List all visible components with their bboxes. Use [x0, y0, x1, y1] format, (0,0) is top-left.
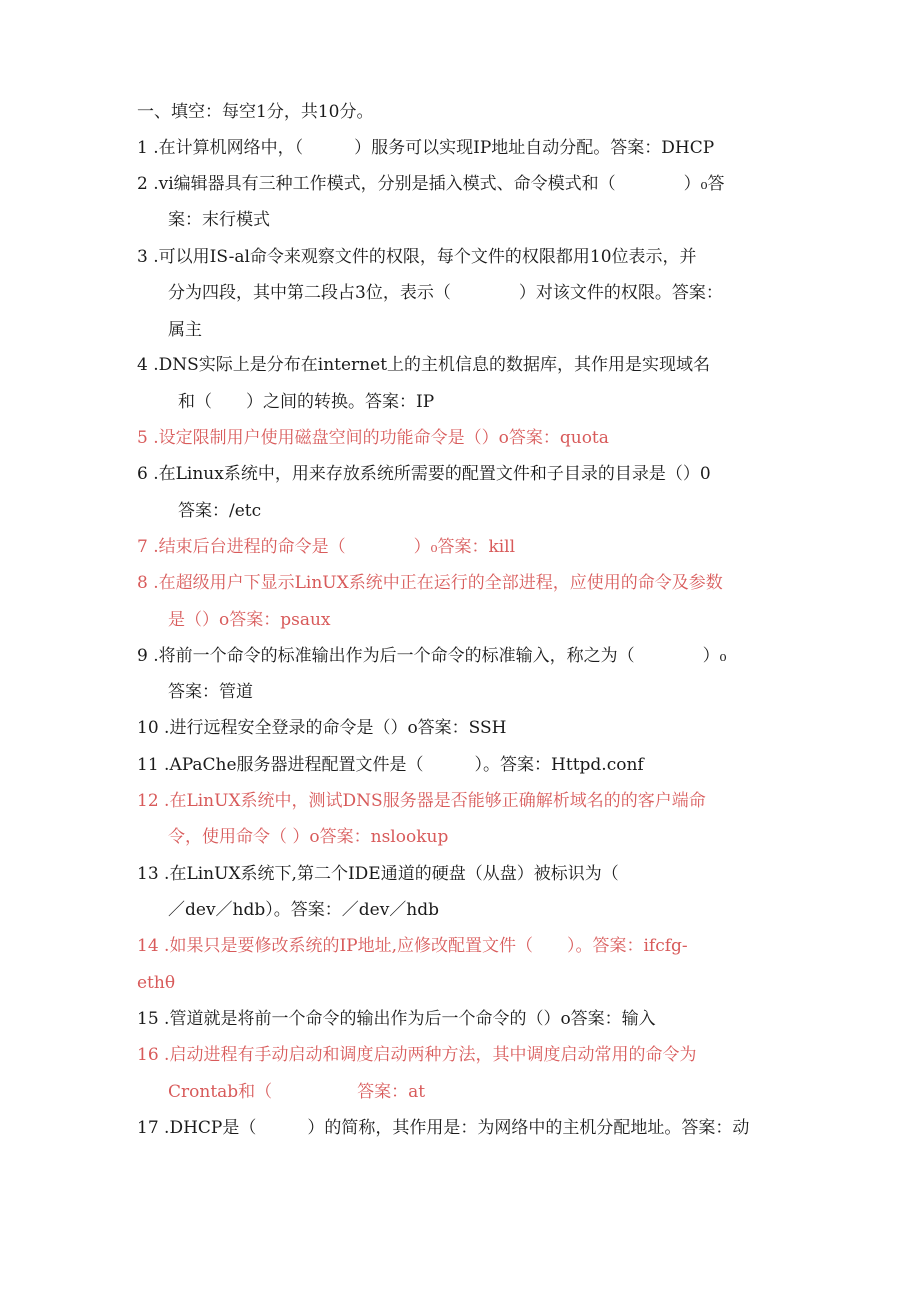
question-6-line-2: 答案：/etc — [178, 501, 262, 521]
question-13-line-2: ／dev／hdb）。答案：／dev／hdb — [168, 900, 440, 920]
question-1-line-1: 1 .在计算机网络中，（ ）服务可以实现IP地址自动分配。答案：DHCP — [137, 138, 715, 158]
section-title: 一、填空：每空1分，共10分。 — [137, 102, 374, 122]
question-3-line-1: 3 .可以用IS-al命令来观察文件的权限，每个文件的权限都用10位表示，并 — [137, 247, 697, 267]
question-2-line-1: 2 .vi编辑器具有三种工作模式，分别是插入模式、命令模式和（ ）₀答 — [137, 174, 725, 194]
question-14-line-2: ethθ — [137, 973, 176, 993]
question-9-line-1: 9 .将前一个命令的标准输出作为后一个命令的标准输入，称之为（ ）₀ — [137, 646, 727, 666]
question-11-line-1: 11 .APaChe服务器进程配置文件是（ ）。答案：Httpd.conf — [137, 755, 644, 775]
question-3-line-3: 属主 — [168, 320, 202, 340]
question-4-line-2: 和（ ）之间的转换。答案：IP — [178, 392, 435, 412]
question-13-line-1: 13 .在LinUX系统下,第二个IDE通道的硬盘（从盘）被标识为（ — [137, 864, 619, 884]
question-9-line-2: 答案：管道 — [168, 682, 253, 702]
question-14-line-1: 14 .如果只是要修改系统的IP地址,应修改配置文件（ ）。答案：ifcfg- — [137, 936, 688, 956]
question-4-line-1: 4 .DNS实际上是分布在internet上的主机信息的数据库，其作用是实现域名 — [137, 355, 711, 375]
question-5-line-1: 5 .设定限制用户使用磁盘空间的功能命令是（）o答案：quota — [137, 428, 609, 448]
question-6-line-1: 6 .在Linux系统中，用来存放系统所需要的配置文件和子目录的目录是（）0 — [137, 464, 711, 484]
question-8-line-2: 是（）o答案：psaux — [168, 610, 331, 630]
question-16-line-1: 16 .启动进程有手动启动和调度启动两种方法，其中调度启动常用的命令为 — [137, 1045, 697, 1065]
question-16-line-2: Crontab和（ 答案：at — [168, 1082, 426, 1102]
question-10-line-1: 10 .进行远程安全登录的命令是（）o答案：SSH — [137, 718, 507, 738]
question-7-line-1: 7 .结束后台进程的命令是（ ）₀答案：kill — [137, 537, 516, 557]
question-12-line-1: 12 .在LinUX系统中，测试DNS服务器是否能够正确解析域名的的客户端命 — [137, 791, 706, 811]
question-2-line-2: 案：末行模式 — [168, 210, 270, 230]
question-17-line-1: 17 .DHCP是（ ）的简称，其作用是：为网络中的主机分配地址。答案：动 — [137, 1118, 750, 1138]
question-8-line-1: 8 .在超级用户下显示LinUX系统中正在运行的全部进程，应使用的命令及参数 — [137, 573, 723, 593]
question-15-line-1: 15 .管道就是将前一个命令的输出作为后一个命令的（）o答案：输入 — [137, 1009, 656, 1029]
question-12-line-2: 令，使用命令（ ）o答案：nslookup — [168, 827, 449, 847]
question-3-line-2: 分为四段，其中第二段占3位，表示（ ）对该文件的权限。答案： — [168, 283, 723, 303]
